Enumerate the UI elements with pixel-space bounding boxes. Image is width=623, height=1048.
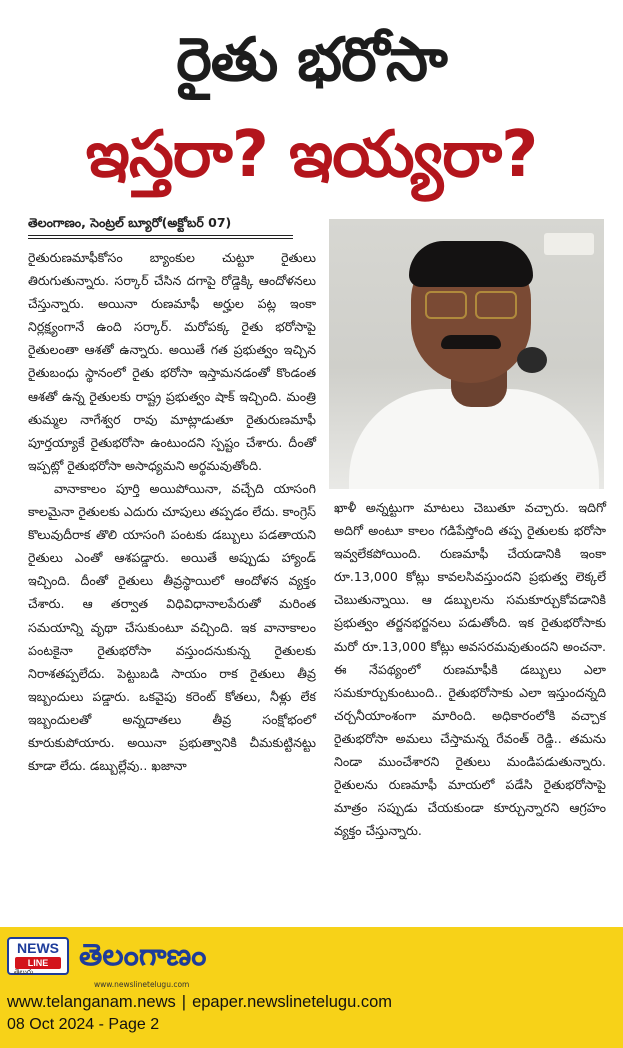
link-telanganam[interactable]: www.telanganam.news <box>7 993 176 1011</box>
article-column-left <box>28 246 316 777</box>
link-separator: | <box>181 993 187 1011</box>
logo-news-text: NEWS <box>17 940 59 956</box>
logo-line-text: LINE <box>15 957 61 969</box>
footer-links <box>7 993 392 1012</box>
article-paragraph-3: ఖాళీ అన్నట్టుగా మాటలు చెబుతూ వచ్చారు. ఇదిగో అదిగో అంటూ కాలం గడిపేస్తోంది తప్ప రైతులకు భరోసా ఇవ్వలేకపోయింది. రుణమాఫీ చేయడానికి ఇంకా రూ.13,000 కోట్లు కావలసివస్తుందని ప్రభుత్వ లెక్కలే చెబుతున్నాయి. ఆ డబ్బులను సమకూర్చుకోవడానికి ప్రభుత్వం తర్జనభర్జనలు పడుతోంది. ఇక రైతుభరోసాకు మరో రూ.13,000 కోట్లు అవసరమవుతుందని అంచనా. ఈ నేపథ్యంలో రుణమాఫీకి డబ్బులు ఎలా సమకూర్చుకుంటుంది.. రైతుభరోసాకు ఎలా ఇస్తుందన్నది చర్చనీయాంశంగా మారింది. అధికారంలోకి వచ్చాక రైతుభరోసా అమలు చేస్తామన్న రేవంత్ రెడ్డి.. తమను నిండా ముంచేశారని రైతులు మండిపడుతున్నారు. రైతులను రుణమాఫీ మాయలో పడేసి రైతుభరోసాపై మాత్రం సప్పుడు చేయకుండా కూర్చున్నారని ఆగ్రహం వ్యక్తం చేస్తున్నారు. <box>334 500 606 839</box>
article-paragraph-1: రైతురుణమాఫీకోసం బ్యాంకుల చుట్టూ రైతులు తిరుగుతున్నారు. సర్కార్ చేసిన దగాపై రోడ్డెక్కి ఆందోళనలు చేస్తున్నారు. అయినా రుణమాఫీ అర్హుల పట్ల ఇంకా నిర్లక్ష్యంగానే ఉంది సర్కార్. మరోపక్క రైతు భరోసాపై రైతులంతా ఆశతో ఉన్నారు. అయితే గత ప్రభుత్వం ఇచ్చిన రైతుబంధు స్థానంలో రైతు భరోసా ఇస్తామనడంతో కొండంత ఆశతో ఉన్న రైతులకు రాష్ట్ర ప్రభుత్వం షాక్ ఇచ్చింది. మంత్రి తుమ్మల నాగేశ్వర రావు మాట్లాడుతూ రైతురుణమాఫీ పూర్తయ్యాకే రైతుభరోసా ఉంటుందని స్పష్టం చేశారు. దీంతో ఇప్పట్లో రైతుభరోసా అసాధ్యమని అర్థమవుతోంది. <box>28 250 316 473</box>
logo-subtitle: తెలుగు <box>14 968 34 976</box>
telanganam-brand: తెలంగాణం <box>79 938 207 973</box>
newsline-logo <box>7 937 206 975</box>
microphone-icon <box>517 347 547 373</box>
link-epaper[interactable]: epaper.newslinetelugu.com <box>192 993 393 1011</box>
dateline: తెలంగాణం, సెంట్రల్ బ్యూరో(అక్టోబర్ 07) <box>28 214 293 236</box>
minister-photo <box>329 219 604 489</box>
headline-line-1: రైతు భరోసా <box>176 25 447 95</box>
edition-date: 08 Oct 2024 - Page 2 <box>7 1016 160 1033</box>
headline-line-2: ఇస్తరా? ఇయ్యరా? <box>85 118 538 192</box>
article-column-right <box>334 496 606 842</box>
brand-url: www.newslinetelugu.com <box>94 980 190 989</box>
footer-banner <box>0 927 623 1048</box>
article-paragraph-2: వానాకాలం పూర్తి అయిపోయినా, వచ్చేది యాసంగి కాలమైనా రైతులకు ఎదురు చూపులు తప్పడం లేదు. కాంగ్రెస్ కొలువుదీరాక తొలి యాసంగి పంటకు డబ్బులు పడతాయని రైతులు ఎంతో ఆశపడ్డారు. అయితే అప్పుడు హ్యాండ్ ఇచ్చింది. దీంతో రైతులు తీవ్రస్థాయిలో ఆందోళన వ్యక్తం చేశారు. ఆ తర్వాత విధివిధానాలపేరుతో మరింత సమయాన్ని వృథా చేసుకుంటూ వచ్చింది. ఇక వానాకాలం పంటకైనా రైతుభరోసా వస్తుందనుకున్న రైతులకు నిరాశతప్పలేదు. పెట్టుబడి సాయం రాక రైతులు తీవ్ర ఇబ్బందులు పడ్డారు. ఒకవైపు కరెంట్ కోతలు, నీళ్లు లేక ఇబ్బందులతో అన్నదాతలు తీవ్ర సంక్షోభంలో కూరుకుపోయారు. అయినా ప్రభుత్వానికి చీమకుట్టినట్టు కూడా లేదు. డబ్బుల్లేవు.. ఖజానా <box>28 480 316 774</box>
